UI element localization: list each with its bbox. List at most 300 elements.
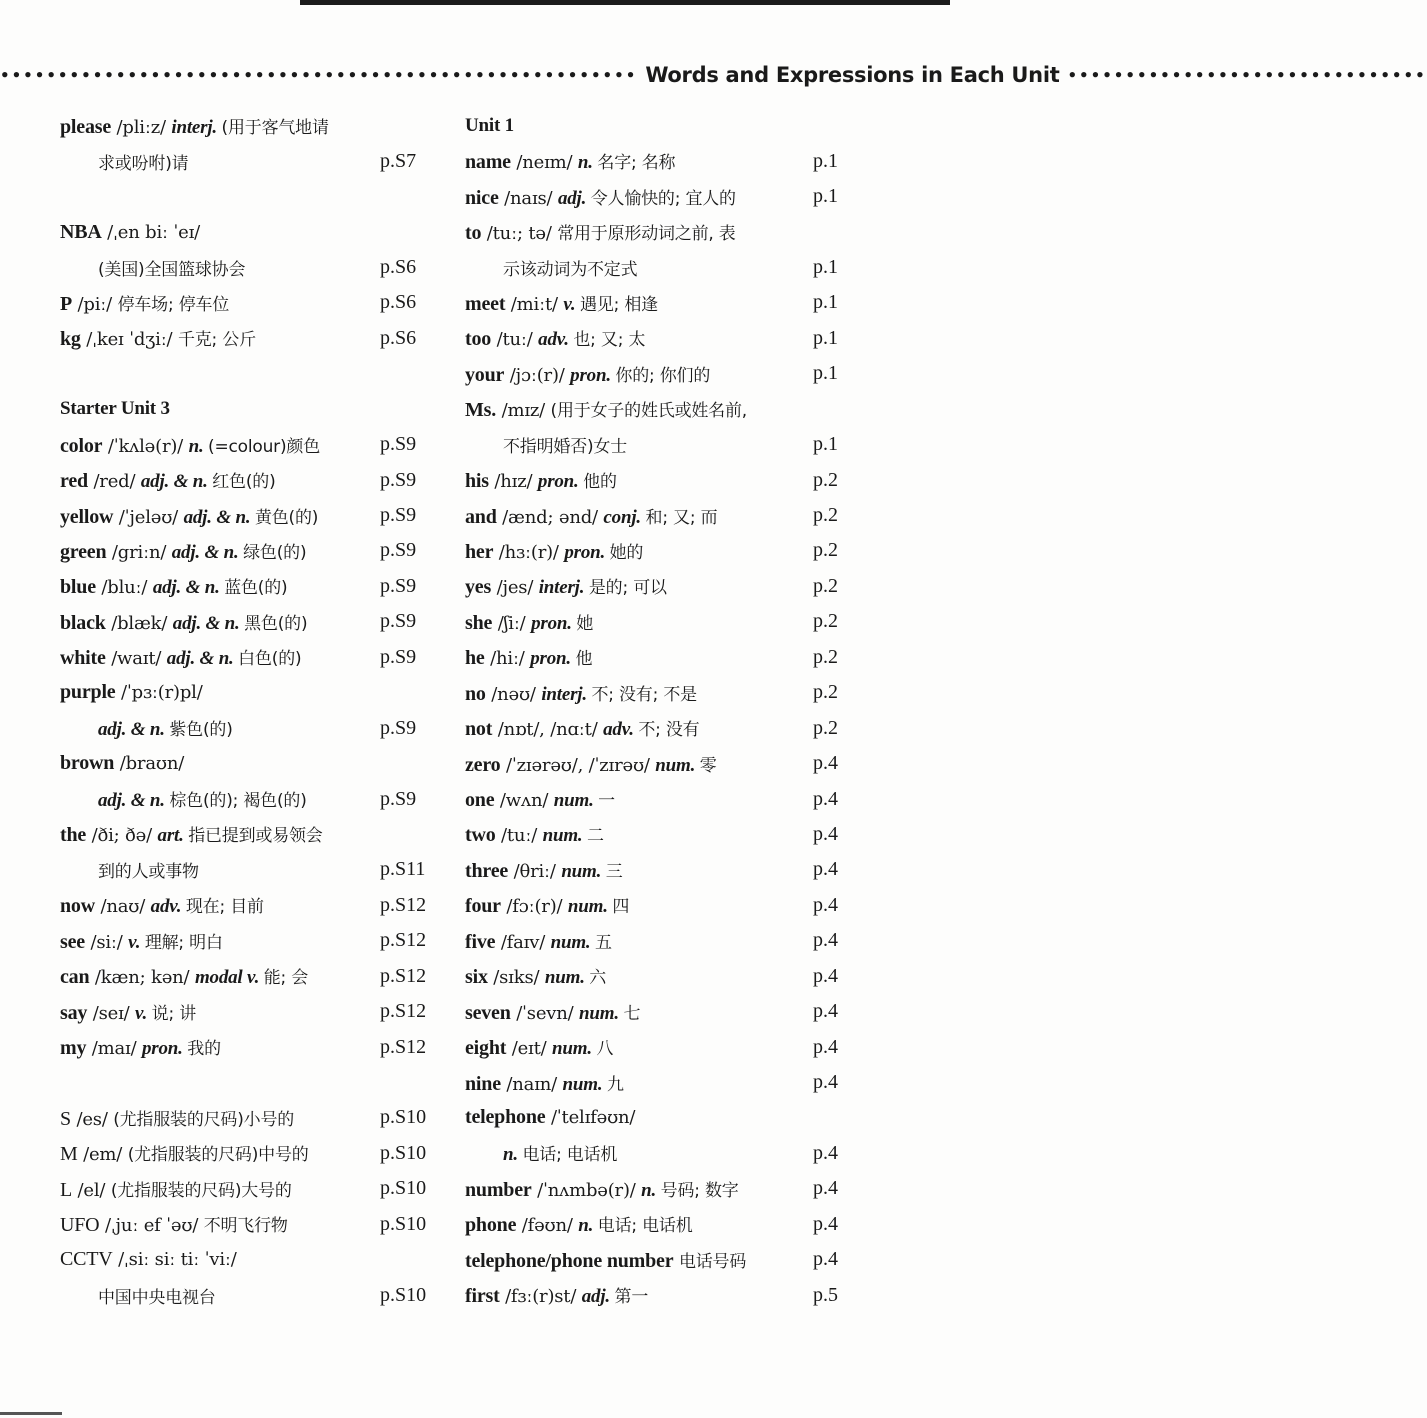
entry-text [465, 255, 813, 280]
entry-text [465, 1034, 813, 1060]
spacer [60, 1065, 436, 1100]
definition: 三 [605, 861, 623, 882]
phonetic: /naɪs/ [498, 187, 558, 209]
page-ref: p.4 [813, 1000, 838, 1023]
page-ref: p.S6 [380, 255, 417, 278]
part-of-speech: pron. [537, 471, 584, 493]
phonetic: /bluː/ [95, 577, 153, 599]
entry-text [60, 503, 380, 529]
entry-text [60, 681, 380, 704]
headword: zero [465, 753, 501, 776]
bottom-rule [0, 1412, 62, 1415]
headword: say [60, 1001, 88, 1024]
definition: 紫色(的) [169, 720, 233, 741]
part-of-speech: num. [542, 825, 588, 847]
headword: now [60, 895, 95, 918]
entry-text [60, 149, 380, 174]
part-of-speech: num. [550, 931, 596, 953]
definition: 电话号码 [678, 1251, 747, 1272]
entry-text [60, 538, 380, 564]
section-heading: Unit 1 [465, 114, 514, 136]
page-ref: p.4 [813, 893, 838, 916]
definition: (美国)全国篮球协会 [98, 259, 246, 280]
phonetic: /fɔː(r)/ [500, 896, 568, 918]
page-ref: p.2 [813, 645, 838, 668]
vocab-entry [465, 1065, 843, 1100]
phonetic: /siː/ [84, 931, 129, 953]
phonetic: /es/ [70, 1108, 114, 1130]
phonetic: /pliːz/ [111, 116, 172, 138]
vocab-entry [60, 604, 436, 639]
phonetic: /ði; ðə/ [86, 825, 158, 847]
vocab-entry [465, 604, 843, 639]
definition: 名字; 名称 [597, 153, 676, 174]
phonetic: /ˌkeɪ ˈdʒiː/ [80, 329, 178, 351]
page-ref: p.4 [813, 787, 838, 810]
page-ref: p.S10 [380, 1177, 427, 1200]
spacer [60, 356, 436, 391]
page-ref: p.1 [813, 362, 838, 385]
definition: 不指明婚否)女士 [503, 437, 628, 458]
phonetic: /tuː; tə/ [481, 223, 558, 245]
part-of-speech: n. [578, 1215, 598, 1237]
headword: the [60, 824, 87, 847]
phonetic: /faɪv/ [495, 931, 551, 953]
definition: (用于客气地请 [221, 117, 329, 138]
part-of-speech: pron. [530, 648, 576, 670]
vocab-entry [465, 179, 843, 214]
headword: yellow [60, 505, 114, 528]
vocab-entry [60, 498, 436, 533]
headword: NBA [60, 220, 102, 243]
phonetic: /ˈtelɪfəʊn/ [545, 1107, 636, 1129]
part-of-speech: num. [553, 790, 599, 812]
vocab-entry [465, 214, 843, 249]
phonetic: /fɜː(r)st/ [499, 1286, 582, 1308]
entry-text [60, 892, 380, 918]
part-of-speech: v. [135, 1002, 152, 1024]
vocab-entry [465, 1242, 843, 1277]
left-column [60, 108, 436, 1313]
entry-text [465, 644, 813, 670]
part-of-speech: v. [128, 931, 145, 953]
headword: eight [465, 1037, 507, 1060]
part-of-speech: art. [157, 825, 189, 847]
entry-text [60, 573, 380, 599]
spacer [60, 179, 436, 214]
definition: 常用于原形动词之前, 表 [557, 224, 736, 245]
definition: 理解; 明白 [144, 932, 223, 953]
page-ref: p.S9 [380, 716, 417, 739]
definition: 中国中央电视台 [98, 1287, 216, 1308]
page-ref: p.S7 [380, 149, 417, 172]
headword: and [465, 505, 497, 528]
definition: 二 [587, 826, 604, 847]
page-ref: p.2 [813, 610, 838, 633]
headword: seven [465, 1001, 511, 1024]
definition: 第一 [614, 1287, 649, 1308]
phonetic: /hɪz/ [488, 471, 538, 493]
part-of-speech: num. [552, 1038, 597, 1060]
headword: too [465, 328, 492, 351]
headword: purple [60, 681, 116, 704]
entry-text [465, 999, 813, 1025]
vocab-entry [465, 675, 843, 710]
headword: five [465, 930, 496, 953]
headword: red [60, 470, 88, 493]
headword: Ms. [465, 399, 497, 422]
definition: 红色(的) [212, 472, 276, 493]
entry-text [60, 1176, 380, 1202]
page-ref: p.4 [813, 1035, 838, 1058]
headword: number [465, 1178, 532, 1201]
page-title: Words and Expressions in Each Unit [645, 63, 1060, 87]
phonetic: /tuː/ [495, 825, 543, 847]
headword: green [60, 540, 107, 563]
entry-text [60, 290, 380, 316]
headword: yes [465, 576, 492, 599]
definition: 现在; 目前 [185, 897, 264, 918]
page-ref: p.1 [813, 185, 838, 208]
vocab-entry [465, 1171, 843, 1206]
part-of-speech: adv. [150, 896, 186, 918]
definition: 指已提到或易领会 [188, 826, 323, 847]
vocab-entry [60, 533, 436, 568]
vocab-entry [60, 285, 436, 320]
definition: 绿色(的) [243, 542, 307, 563]
headword: brown [60, 752, 115, 775]
phonetic: /jes/ [491, 577, 539, 599]
phonetic: /ˈzɪərəʊ/, /ˈzɪrəʊ/ [500, 754, 656, 776]
page-ref: p.S12 [380, 1035, 427, 1058]
phonetic: /maɪ/ [86, 1038, 142, 1060]
definition: 他的 [583, 472, 617, 493]
vocab-entry [60, 321, 436, 356]
page-ref: p.S9 [380, 574, 417, 597]
definition: 不; 没有; 不是 [591, 684, 697, 705]
headword: can [60, 966, 90, 989]
phonetic: /mɪz/ [496, 400, 551, 422]
entry-text [465, 1282, 813, 1308]
vocab-entry [465, 356, 843, 391]
headword: four [465, 895, 501, 918]
part-of-speech: adv. [603, 719, 639, 741]
vocab-entry [465, 569, 843, 604]
phonetic: /braʊn/ [114, 753, 185, 775]
phonetic: /eɪt/ [506, 1038, 553, 1060]
entry-text [60, 928, 380, 954]
vocab-entry [60, 462, 436, 497]
page-ref: p.2 [813, 681, 838, 704]
page-ref: p.1 [813, 326, 838, 349]
part-of-speech: adj. [581, 1286, 615, 1308]
vocab-entry [465, 1277, 843, 1312]
phonetic: /piː/ [72, 293, 118, 315]
definition: 不; 没有 [638, 720, 700, 741]
headword: one [465, 789, 495, 812]
entry-text [465, 361, 813, 387]
entry-text [60, 786, 380, 812]
part-of-speech: adj. [557, 187, 591, 209]
vocab-entry [60, 888, 436, 923]
vocab-entry [465, 640, 843, 675]
vocab-entry [465, 392, 843, 427]
part-of-speech: adj. & n. [98, 719, 170, 741]
definition: 求或吩咐)请 [98, 153, 189, 174]
vocab-entry [465, 321, 843, 356]
definition: 是的; 可以 [588, 578, 667, 599]
part-of-speech: pron. [531, 612, 577, 634]
headword: your [465, 363, 505, 386]
entry-text [465, 680, 813, 706]
phonetic: /miːt/ [505, 293, 564, 315]
vocab-entry [60, 1207, 436, 1242]
entry-text [465, 538, 813, 564]
entry-text [465, 786, 813, 812]
headword: L [60, 1178, 73, 1201]
phonetic: /ˌen biː ˈeɪ/ [101, 221, 201, 243]
phonetic: /ænd; ənd/ [496, 506, 604, 528]
vocab-entry [465, 533, 843, 568]
headword: blue [60, 576, 96, 599]
part-of-speech: conj. [603, 506, 646, 528]
headword: my [60, 1037, 87, 1060]
definition: 不明飞行物 [203, 1216, 288, 1237]
definition: 你的; 你们的 [615, 365, 711, 386]
entry-text [465, 1211, 813, 1237]
page-ref: p.1 [813, 255, 838, 278]
page-ref: p.1 [813, 433, 838, 456]
vocab-entry [60, 1029, 436, 1064]
page-ref: p.S10 [380, 1106, 427, 1129]
vocab-entry [60, 923, 436, 958]
headword: M [60, 1143, 78, 1166]
header-dots-left: ••••••••••••••••••••••••••••••••••••••••••••••••••••••• [0, 66, 638, 84]
entry-text [465, 715, 813, 741]
vocab-entry [60, 569, 436, 604]
part-of-speech: n. [188, 435, 209, 457]
part-of-speech: adj. & n. [172, 612, 245, 634]
phonetic: /hɜː(r)/ [493, 541, 565, 563]
part-of-speech: num. [567, 896, 613, 918]
definition: 蓝色(的) [224, 578, 288, 599]
section-heading: Starter Unit 3 [60, 398, 170, 420]
part-of-speech: interj. [171, 116, 222, 138]
definition: (尤指服装的尺码)中号的 [127, 1145, 309, 1166]
definition: 她的 [609, 542, 644, 563]
phonetic: /ʃiː/ [492, 612, 532, 634]
vocab-entry [465, 1100, 843, 1135]
headword: no [465, 682, 486, 705]
running-header [0, 60, 1427, 90]
phonetic: /ˈpɜː(r)pl/ [115, 682, 203, 704]
definition: (尤指服装的尺码)小号的 [113, 1109, 295, 1130]
definition: 七 [623, 1003, 641, 1024]
page-ref: p.2 [813, 539, 838, 562]
part-of-speech: adv. [538, 329, 574, 351]
vocab-entry [60, 1242, 436, 1277]
phonetic: /ˈjeləʊ/ [113, 506, 184, 528]
headword: she [465, 611, 493, 634]
entry-continuation [60, 710, 436, 745]
page-ref: p.4 [813, 1177, 838, 1200]
entry-text [465, 1106, 813, 1129]
phonetic: /ˈnʌmbə(r)/ [531, 1179, 642, 1201]
definition: 和; 又; 而 [645, 507, 718, 528]
page-ref: p.S9 [380, 610, 417, 633]
headword: nine [465, 1072, 501, 1095]
headword: nice [465, 186, 499, 209]
headword: white [60, 647, 106, 670]
phonetic: /ˈsevn/ [510, 1002, 580, 1024]
definition: (用于女子的姓氏或姓名前, [550, 401, 747, 422]
page-ref: p.S12 [380, 1000, 427, 1023]
entry-text [465, 928, 813, 954]
page-ref: p.S12 [380, 929, 427, 952]
entry-text [465, 751, 813, 777]
phonetic: /neɪm/ [510, 152, 578, 174]
entry-text [60, 857, 380, 882]
vocab-entry [465, 781, 843, 816]
entry-text [60, 715, 380, 741]
entry-text [60, 221, 380, 244]
headword: meet [465, 292, 506, 315]
entry-text [465, 892, 813, 918]
phonetic: /kæn; kən/ [89, 967, 195, 989]
vocab-entry [465, 852, 843, 887]
entry-continuation [60, 781, 436, 816]
definition: 六 [589, 968, 607, 989]
headword: telephone [465, 1106, 546, 1129]
page-ref: p.S10 [380, 1141, 427, 1164]
phonetic: /red/ [87, 471, 141, 493]
headword: name [465, 151, 511, 174]
part-of-speech: pron. [564, 541, 610, 563]
phonetic: /wʌn/ [494, 790, 554, 812]
entry-text [465, 857, 813, 883]
page-ref: p.S9 [380, 787, 417, 810]
phonetic: /sɪks/ [487, 967, 545, 989]
entry-continuation [465, 1136, 843, 1171]
part-of-speech: num. [655, 754, 700, 776]
page-ref: p.S11 [380, 858, 426, 881]
definition: 九 [606, 1074, 624, 1095]
vocab-entry [60, 1171, 436, 1206]
part-of-speech: interj. [541, 683, 592, 705]
part-of-speech: adj. & n. [98, 790, 170, 812]
phonetic: /blæk/ [105, 612, 173, 634]
entry-continuation [60, 143, 436, 178]
entry-text [60, 821, 380, 847]
entry-continuation [465, 427, 843, 462]
phonetic: /ˌsiː siː tiː ˈviː/ [112, 1249, 237, 1271]
vocab-entry [60, 427, 436, 462]
headword: UFO [60, 1214, 100, 1237]
entry-continuation [60, 1277, 436, 1312]
header-dots-right: ••••••••••••••••••••••••••••••• [1067, 66, 1427, 84]
vocab-entry [60, 1100, 436, 1135]
definition: 白色(的) [238, 649, 302, 670]
entry-text [60, 1283, 380, 1308]
page-ref: p.1 [813, 149, 838, 172]
phonetic: /tuː/ [491, 329, 539, 351]
definition: 一 [598, 791, 615, 812]
page-ref: p.S12 [380, 964, 427, 987]
definition: 电话; 电话机 [522, 1145, 618, 1166]
section-row [465, 108, 843, 143]
vocab-entry [465, 746, 843, 781]
page-ref: p.S9 [380, 433, 417, 456]
headword: not [465, 718, 493, 741]
entry-text [60, 467, 380, 493]
definition: 他 [575, 649, 593, 670]
definition: 号码; 数字 [660, 1180, 739, 1201]
part-of-speech: adj. & n. [140, 471, 213, 493]
part-of-speech: num. [579, 1002, 624, 1024]
entry-text [60, 1248, 380, 1271]
phonetic: /nəʊ/ [485, 683, 542, 705]
entry-text [465, 396, 813, 422]
definition: 棕色(的); 褐色(的) [169, 791, 307, 812]
page-ref: p.4 [813, 752, 838, 775]
vocab-entry [60, 108, 436, 143]
entry-text [60, 1105, 380, 1131]
page-ref: p.S9 [380, 468, 417, 491]
part-of-speech: adj. & n. [166, 648, 239, 670]
vocab-entry [465, 498, 843, 533]
part-of-speech: interj. [538, 577, 589, 599]
headword: six [465, 966, 488, 989]
definition: (=colour)颜色 [208, 436, 320, 457]
entry-continuation [60, 250, 436, 285]
definition: 能; 会 [263, 968, 309, 989]
part-of-speech: pron. [142, 1038, 188, 1060]
phonetic: /θriː/ [508, 860, 562, 882]
entry-text [60, 999, 380, 1025]
entry-text [60, 1211, 380, 1237]
phonetic: /el/ [72, 1179, 111, 1201]
definition: 示该动词为不定式 [503, 259, 638, 280]
part-of-speech: num. [562, 1073, 607, 1095]
vocab-entry [465, 817, 843, 852]
headword: black [60, 611, 106, 634]
headword: to [465, 222, 482, 245]
part-of-speech: modal v. [194, 967, 264, 989]
headword: first [465, 1285, 500, 1308]
headword: color [60, 434, 103, 457]
vocab-entry [465, 143, 843, 178]
page-ref: p.4 [813, 1212, 838, 1235]
phonetic: /em/ [77, 1144, 128, 1166]
entry-text [465, 1140, 813, 1166]
vocab-entry [60, 817, 436, 852]
definition: 遇见; 相逢 [580, 294, 658, 315]
vocab-entry [60, 1136, 436, 1171]
entry-text [60, 113, 380, 139]
phonetic: /waɪt/ [105, 648, 167, 670]
phonetic: /fəʊn/ [516, 1215, 579, 1237]
page-ref: p.1 [813, 291, 838, 314]
part-of-speech: n. [641, 1179, 661, 1201]
entry-text [465, 184, 813, 210]
part-of-speech: n. [577, 152, 598, 174]
page-ref: p.4 [813, 822, 838, 845]
vocab-entry [465, 959, 843, 994]
page-ref: p.4 [813, 929, 838, 952]
page-ref: p.4 [813, 1141, 838, 1164]
definition: 零 [699, 755, 717, 776]
entry-text [60, 644, 380, 670]
